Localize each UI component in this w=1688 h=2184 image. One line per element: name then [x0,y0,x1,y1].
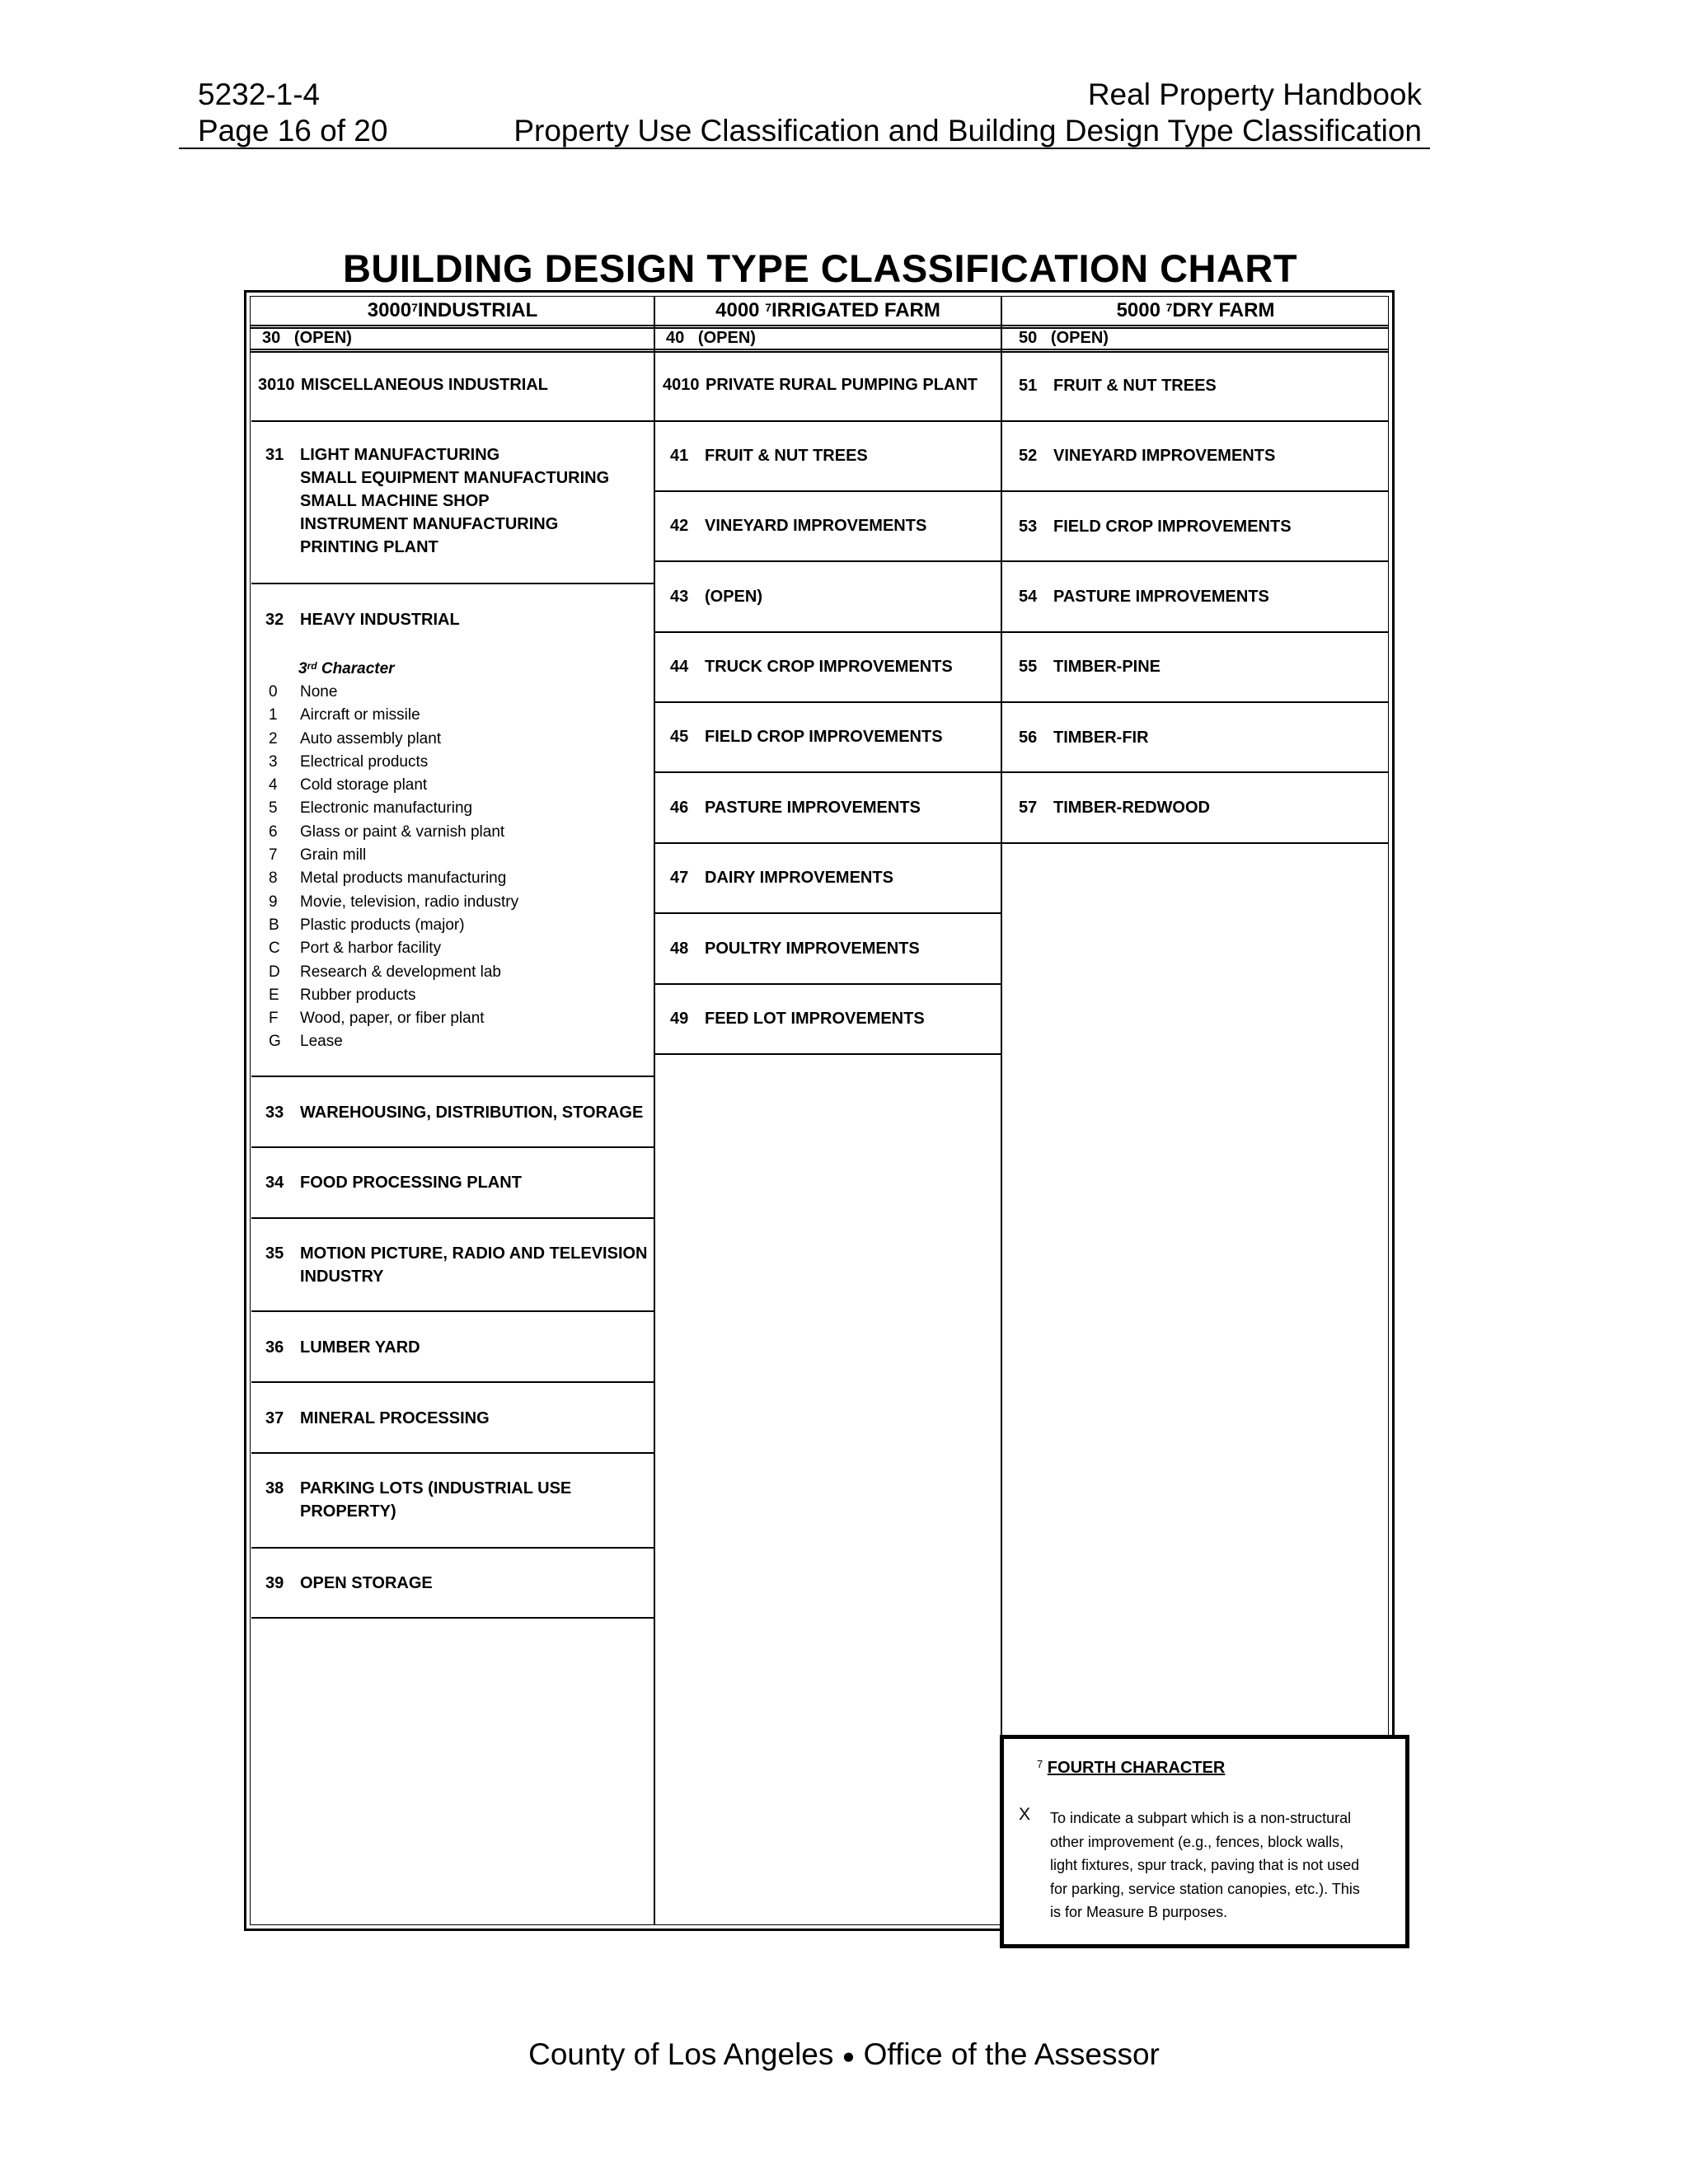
row-code: 30 [262,329,281,347]
row-label-continued: PROPERTY) [300,1502,396,1521]
page-header-right [513,77,1422,149]
item-key: 6 [269,823,278,841]
row-divider [251,420,654,422]
third-character-item [269,751,518,774]
item-key: 4 [269,776,278,794]
item-key: 2 [269,729,278,748]
row-divider [1002,842,1389,844]
row-code: 37 [265,1409,284,1427]
column-heading-dry-farm [1002,296,1389,326]
row-label: DAIRY IMPROVEMENTS [705,869,893,887]
table-row-51 [1019,374,1217,397]
row-code: 38 [265,1479,284,1497]
table-row-45 [670,725,943,748]
item-value: Auto assembly plant [300,729,442,748]
item-value: None [300,683,338,701]
open-cell-50 [1019,327,1109,349]
heading-code: 5000 [1116,299,1160,321]
row-code: 41 [670,447,689,465]
item-key: 1 [269,706,278,724]
row-label: MOTION PICTURE, RADIO AND TELEVISION [300,1244,648,1263]
table-row-54 [1019,585,1269,608]
row-divider [655,983,1001,985]
third-character-heading [298,658,395,681]
table-row-53 [1019,515,1292,538]
row-divider [1002,771,1389,773]
row-label: (OPEN) [697,329,756,347]
note-text [1050,1807,1360,1924]
row-code: 45 [670,728,689,746]
row-label: (OPEN) [1050,329,1109,347]
chart-title: BUILDING DESIGN TYPE CLASSIFICATION CHART [342,246,1298,290]
third-character-item [269,1030,518,1053]
row-code: 43 [670,588,689,606]
item-value: Movie, television, radio industry [300,893,519,911]
row-code: 52 [1019,447,1038,465]
header-rule [179,148,1430,149]
row-label: TRUCK CROP IMPROVEMENTS [705,658,953,676]
row-label: PASTURE IMPROVEMENTS [1053,588,1269,606]
page-footer [0,2037,1688,2072]
heading-sup: rd [307,660,317,672]
table-row-37 [265,1407,490,1430]
heading-sup: 7 [1165,301,1173,314]
row-code: 49 [670,1010,689,1028]
table-row-35 [265,1242,648,1288]
row-divider [250,349,1389,350]
row-divider [251,1547,654,1549]
column-divider [654,296,655,1925]
item-value: Aircraft or missile [300,706,420,724]
doc-number: 5232-1-4 [198,77,321,111]
column-heading-industrial [251,296,654,326]
table-row-3010 [258,373,548,396]
item-key: 0 [269,683,278,701]
heading-code: 3000 [367,299,412,321]
row-label: FIELD CROP IMPROVEMENTS [1053,518,1292,536]
item-key: 3 [269,752,278,771]
row-code: 50 [1019,329,1038,347]
row-extra: PRINTING PLANT [300,538,438,556]
column-heading-irrigated-farm [655,296,1001,326]
row-label: VINEYARD IMPROVEMENTS [705,517,927,535]
table-row-31 [265,443,609,559]
third-character-item [269,821,518,844]
row-divider [251,1310,654,1312]
row-label: TIMBER-PINE [1053,658,1160,676]
row-divider [251,583,654,584]
footer-county: County of Los Angeles [528,2037,834,2071]
row-divider [251,1217,654,1219]
footer-bullet: ● [842,2043,856,2069]
row-code: 35 [265,1244,284,1263]
item-key: C [269,940,280,958]
open-cell-30 [262,327,352,349]
table-row-41 [670,444,868,467]
row-code: 4010 [663,376,700,394]
row-code: 33 [265,1104,284,1122]
row-label: WAREHOUSING, DISTRIBUTION, STORAGE [300,1104,644,1122]
row-code: 36 [265,1338,284,1357]
third-character-item [269,774,518,797]
note-line: light fixtures, spur track, paving that is not used [1050,1857,1360,1873]
note-heading-text: FOURTH CHARACTER [1047,1759,1226,1777]
row-label: TIMBER-FIR [1053,729,1149,747]
table-row-4010 [663,373,978,396]
row-label: FEED LOT IMPROVEMENTS [705,1010,925,1028]
table-row-43 [670,585,762,608]
heading-label: INDUSTRIAL [417,299,538,321]
item-value: Electronic manufacturing [300,799,473,818]
row-code: 3010 [258,376,295,394]
row-extra: INSTRUMENT MANUFACTURING [300,515,559,533]
table-row-57 [1019,796,1210,819]
table-row-52 [1019,444,1275,467]
row-divider [250,325,1389,326]
item-value: Glass or paint & varnish plant [300,823,505,841]
row-divider [1002,631,1389,633]
row-divider [1002,420,1389,422]
item-value: Rubber products [300,986,416,1004]
heading-number: 3 [298,660,307,677]
row-label: (OPEN) [705,588,762,606]
item-value: Lease [300,1033,343,1051]
row-divider [655,842,1001,844]
row-divider [655,701,1001,703]
row-divider [251,1146,654,1148]
row-code: 34 [265,1174,284,1192]
table-row-47 [670,866,893,889]
third-character-item [269,728,518,751]
row-divider [1002,490,1389,492]
row-label: (OPEN) [293,329,352,347]
third-character-item [269,961,518,984]
row-code: 46 [670,799,689,817]
note-line: is for Measure B purposes. [1050,1904,1228,1920]
third-character-item [269,914,518,937]
row-code: 55 [1019,658,1038,676]
item-value: Port & harbor facility [300,940,442,958]
row-label: FRUIT & NUT TREES [1053,377,1217,395]
table-row-44 [670,655,953,678]
third-character-item [269,984,518,1007]
row-label: PARKING LOTS (INDUSTRIAL USE [300,1479,572,1497]
row-code: 47 [670,869,689,887]
row-label: VINEYARD IMPROVEMENTS [1053,447,1276,465]
row-divider [655,1053,1001,1055]
row-code: 56 [1019,729,1038,747]
row-code: 42 [670,517,689,535]
item-value: Cold storage plant [300,776,428,794]
item-value: Wood, paper, or fiber plant [300,1010,485,1028]
third-character-item [269,937,518,960]
row-divider [251,1452,654,1454]
row-code: 40 [666,329,685,347]
row-label: FIELD CROP IMPROVEMENTS [705,728,943,746]
row-code: 54 [1019,588,1038,606]
section-title: Property Use Classification and Building Design Type Classification [513,114,1422,148]
note-key: X [1019,1805,1031,1824]
row-extra: SMALL EQUIPMENT MANUFACTURING [300,469,610,487]
row-code: 53 [1019,518,1038,536]
third-character-item [269,844,518,867]
item-key: B [269,916,279,934]
third-character-item [269,704,518,727]
heading-code: 4000 [715,299,760,321]
row-code: 39 [265,1574,284,1592]
table-row-48 [670,937,920,960]
row-divider [251,1076,654,1077]
row-divider [1002,560,1389,562]
row-label: OPEN STORAGE [300,1574,433,1592]
item-value: Research & development lab [300,963,501,981]
item-key: 9 [269,893,278,911]
table-row-49 [670,1007,925,1030]
row-divider [250,327,1389,329]
table-row-33 [265,1101,643,1124]
table-row-42 [670,514,926,537]
row-divider [1002,701,1389,703]
item-value: Plastic products (major) [300,916,465,934]
row-label: LIGHT MANUFACTURING [300,446,500,464]
item-key: 7 [269,846,278,865]
table-row-55 [1019,655,1160,678]
row-code: 31 [265,446,284,464]
item-key: D [269,963,280,981]
page-number: Page 16 of 20 [198,114,388,148]
row-label: LUMBER YARD [300,1338,420,1357]
row-label: HEAVY INDUSTRIAL [300,611,460,629]
row-label: PASTURE IMPROVEMENTS [705,799,921,817]
item-value: Metal products manufacturing [300,869,507,888]
note-heading [1037,1756,1225,1779]
row-code: 32 [265,611,284,629]
column-divider [1001,296,1002,1925]
row-label: PRIVATE RURAL PUMPING PLANT [706,376,978,394]
table-row-56 [1019,726,1149,749]
third-character-item [269,1007,518,1030]
row-divider [251,1617,654,1619]
row-divider [655,912,1001,914]
row-code: 51 [1019,377,1038,395]
table-row-32 [265,608,460,631]
heading-label: DRY FARM [1172,299,1275,321]
heading-label: IRRIGATED FARM [771,299,940,321]
third-character-item [269,681,518,704]
table-row-34 [265,1171,522,1194]
item-key: 5 [269,799,278,818]
row-label: MINERAL PROCESSING [300,1409,490,1427]
row-divider [250,351,1389,353]
row-code: 57 [1019,799,1038,817]
heading-sup: 7 [765,301,771,314]
row-divider [655,560,1001,562]
table-row-39 [265,1572,433,1595]
item-key: G [269,1033,281,1051]
table-row-38 [265,1477,571,1523]
row-divider [655,490,1001,492]
row-label: POULTRY IMPROVEMENTS [705,940,920,958]
row-label: FOOD PROCESSING PLANT [300,1174,522,1192]
row-extra: SMALL MACHINE SHOP [300,492,490,510]
item-value: Electrical products [300,752,429,771]
row-label: FRUIT & NUT TREES [705,447,868,465]
open-cell-40 [666,327,756,349]
note-line: other improvement (e.g., fences, block walls, [1050,1833,1344,1850]
row-divider [251,1381,654,1383]
note-line: To indicate a subpart which is a non-structural [1050,1810,1352,1826]
heading-text: Character [321,660,395,677]
row-divider [655,771,1001,773]
third-character-item [269,891,518,914]
item-value: Grain mill [300,846,367,865]
row-label-continued: INDUSTRY [300,1268,384,1286]
item-key: F [269,1010,279,1028]
footer-office: Office of the Assessor [863,2037,1160,2071]
item-key: 8 [269,869,278,888]
table-row-46 [670,796,921,819]
row-divider [655,420,1001,422]
note-line: for parking, service station canopies, etc.). This [1050,1880,1360,1897]
item-key: E [269,986,279,1004]
handbook-title: Real Property Handbook [1087,77,1422,111]
third-character-item [269,867,518,890]
table-row-36 [265,1336,420,1359]
page-header-left [198,77,387,149]
third-character-list [269,681,518,1054]
note-sup: 7 [1037,1758,1043,1770]
heading-sup: 7 [411,301,418,314]
row-code: 44 [670,658,689,676]
row-code: 48 [670,940,689,958]
row-label: MISCELLANEOUS INDUSTRIAL [301,376,548,394]
third-character-item [269,797,518,820]
row-label: TIMBER-REDWOOD [1053,799,1210,817]
row-divider [655,631,1001,633]
